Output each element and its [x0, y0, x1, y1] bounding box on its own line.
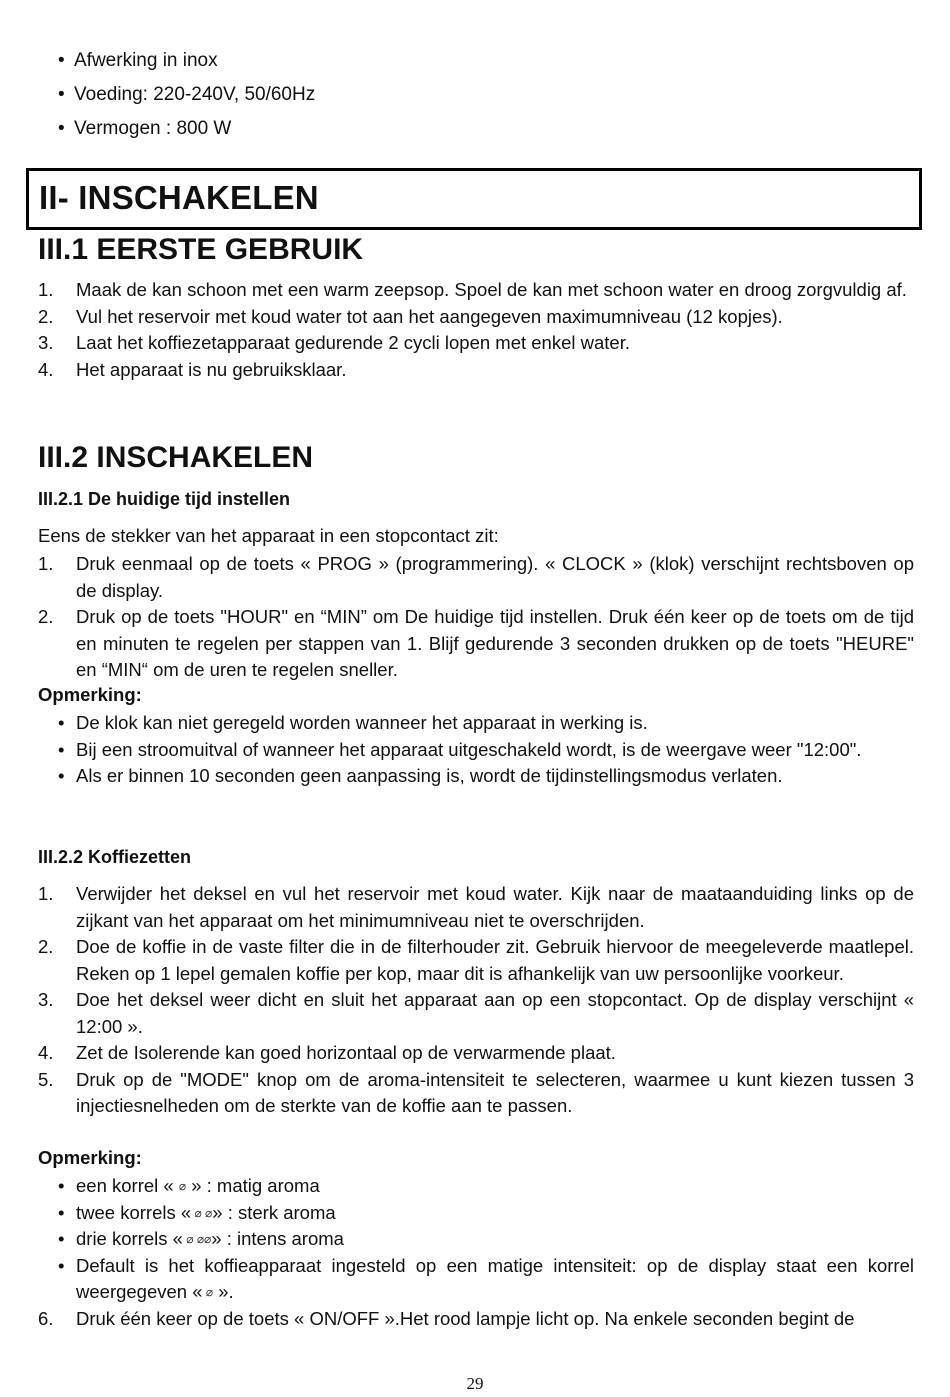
note-label: Opmerking: — [38, 684, 142, 705]
heading-brew-coffee: III.2.2 Koffiezetten — [38, 847, 192, 867]
heading-switch-on: III.2 INSCHAKELEN — [38, 441, 314, 474]
spec-item: • Vermogen : 800 W — [58, 112, 315, 146]
step-number: 1. — [38, 279, 54, 300]
note-text: drie korrels « — [76, 1228, 183, 1249]
first-use-steps — [38, 277, 914, 383]
list-item: • Als er binnen 10 seconden geen aanpassing is, wordt de tijdinstellingsmodus verlaten. — [58, 763, 914, 790]
step-text: Druk één keer op de toets « ON/OFF ».Het rood lampje licht op. Na enkele seconden begint de — [76, 1308, 855, 1329]
list-item — [38, 357, 914, 384]
aroma-notes — [58, 1173, 914, 1306]
note-text: » : intens aroma — [211, 1228, 344, 1249]
step-text: Zet de Isolerende kan goed horizontaal op de verwarmende plaat. — [76, 1042, 616, 1063]
page-number: 29 — [466, 1374, 484, 1393]
step-text: Het apparaat is nu gebruiksklaar. — [76, 358, 347, 380]
note-text: » : matig aroma — [186, 1175, 320, 1196]
list-item — [38, 604, 914, 684]
coffee-bean-icon: ⌀ — [178, 1179, 187, 1193]
step-number: 2. — [38, 305, 54, 327]
section-title-box — [26, 168, 922, 230]
step-text: Druk op de "MODE" knop om de aroma-intensiteit te selecteren, waarmee u kunt kiezen tussen 3 injectiesnelheden om de sterkte van de koffie aan te passen. — [76, 1068, 914, 1116]
list-item — [38, 881, 914, 934]
set-time-intro: Eens de stekker van het apparaat in een stopcontact zit: — [38, 525, 499, 546]
list-item — [38, 1040, 914, 1067]
step-number: 3. — [38, 989, 54, 1010]
list-item — [38, 551, 914, 604]
heading-set-time: III.2.1 De huidige tijd instellen — [38, 489, 291, 509]
heading-first-use: III.1 EERSTE GEBRUIK — [38, 233, 364, 266]
section-title: II- INSCHAKELEN — [39, 179, 319, 216]
set-time-notes — [58, 710, 914, 790]
step-text: Druk op de toets "HOUR" en “MIN” om De huidige tijd instellen. Druk één keer op de toets om de tijd en minuten te regelen per stappen van 1. Blijf gedurende 3 seconden drukken op de toets "HEURE" en “MIN“ om de uren te regelen sneller. — [76, 606, 914, 680]
note-text: twee korrels « — [76, 1201, 192, 1223]
list-item — [38, 934, 914, 987]
list-item — [58, 1253, 914, 1306]
step-number: 4. — [38, 1042, 54, 1063]
coffee-bean-icon: ⌀ — [202, 1285, 214, 1299]
list-item — [38, 987, 914, 1040]
step-number: 2. — [38, 936, 54, 957]
step-text: Doe het deksel weer dicht en sluit het apparaat aan op een stopcontact. Op de display verschijnt « 12:00 ». — [76, 989, 914, 1037]
step-text: Druk eenmaal op de toets « PROG » (programmering). « CLOCK » (klok) verschijnt rechtsboven op de display. — [76, 553, 914, 601]
step-number: 5. — [38, 1068, 54, 1090]
set-time-steps — [38, 551, 914, 684]
step-number: 1. — [38, 553, 54, 574]
list-item: • Bij een stroomuitval of wanneer het apparaat uitgeschakeld wordt, is de weergave weer "12:00". — [58, 737, 914, 764]
note-text: Default is het koffieapparaat ingesteld op een matige intensiteit: op de display staat een korrel weergegeven « — [76, 1254, 914, 1302]
note-text: een korrel « — [76, 1175, 174, 1196]
step-text: Laat het koffiezetapparaat gedurende 2 cycli lopen met enkel water. — [76, 332, 630, 353]
note-text: ». — [213, 1281, 234, 1302]
step-number: 3. — [38, 332, 54, 353]
brew-steps-continued — [38, 1306, 914, 1333]
step-text: Verwijder het deksel en vul het reservoir met koud water. Kijk naar de maataanduiding links op de zijkant van het apparaat om het minimumniveau niet te overschrijden. — [76, 883, 914, 931]
list-item — [38, 304, 914, 331]
list-item — [38, 330, 914, 357]
step-number: 4. — [38, 358, 54, 380]
coffee-bean-icon: ⌀ ⌀ — [191, 1205, 213, 1220]
list-item — [38, 1306, 914, 1333]
note-label: Opmerking: — [38, 1147, 142, 1168]
list-item — [38, 1067, 914, 1120]
step-number: 1. — [38, 883, 54, 904]
note-text: » : sterk aroma — [212, 1201, 336, 1223]
spec-list — [58, 44, 315, 146]
brew-steps — [38, 881, 914, 1120]
step-text: Vul het reservoir met koud water tot aan het aangegeven maximumniveau (12 kopjes). — [76, 305, 783, 327]
step-text: Maak de kan schoon met een warm zeepsop. Spoel de kan met schoon water en droog zorgvuldig af. — [76, 279, 907, 300]
spec-item: • Voeding: 220-240V, 50/60Hz — [58, 78, 315, 112]
list-item — [58, 1173, 914, 1200]
step-number: 6. — [38, 1308, 54, 1329]
coffee-bean-icon: ⌀ ⌀⌀ — [182, 1232, 212, 1246]
list-item — [58, 1200, 914, 1227]
list-item — [38, 277, 914, 304]
list-item — [58, 1226, 914, 1253]
spec-item: • Afwerking in inox — [58, 44, 315, 78]
step-number: 2. — [38, 606, 54, 627]
list-item: • De klok kan niet geregeld worden wanneer het apparaat in werking is. — [58, 710, 914, 737]
step-text: Doe de koffie in de vaste filter die in de filterhouder zit. Gebruik hiervoor de meegeleverde maatlepel. Reken op 1 lepel gemalen koffie per kop, maar dit is afhankelijk van uw persoonlijke voorkeur. — [76, 936, 914, 984]
